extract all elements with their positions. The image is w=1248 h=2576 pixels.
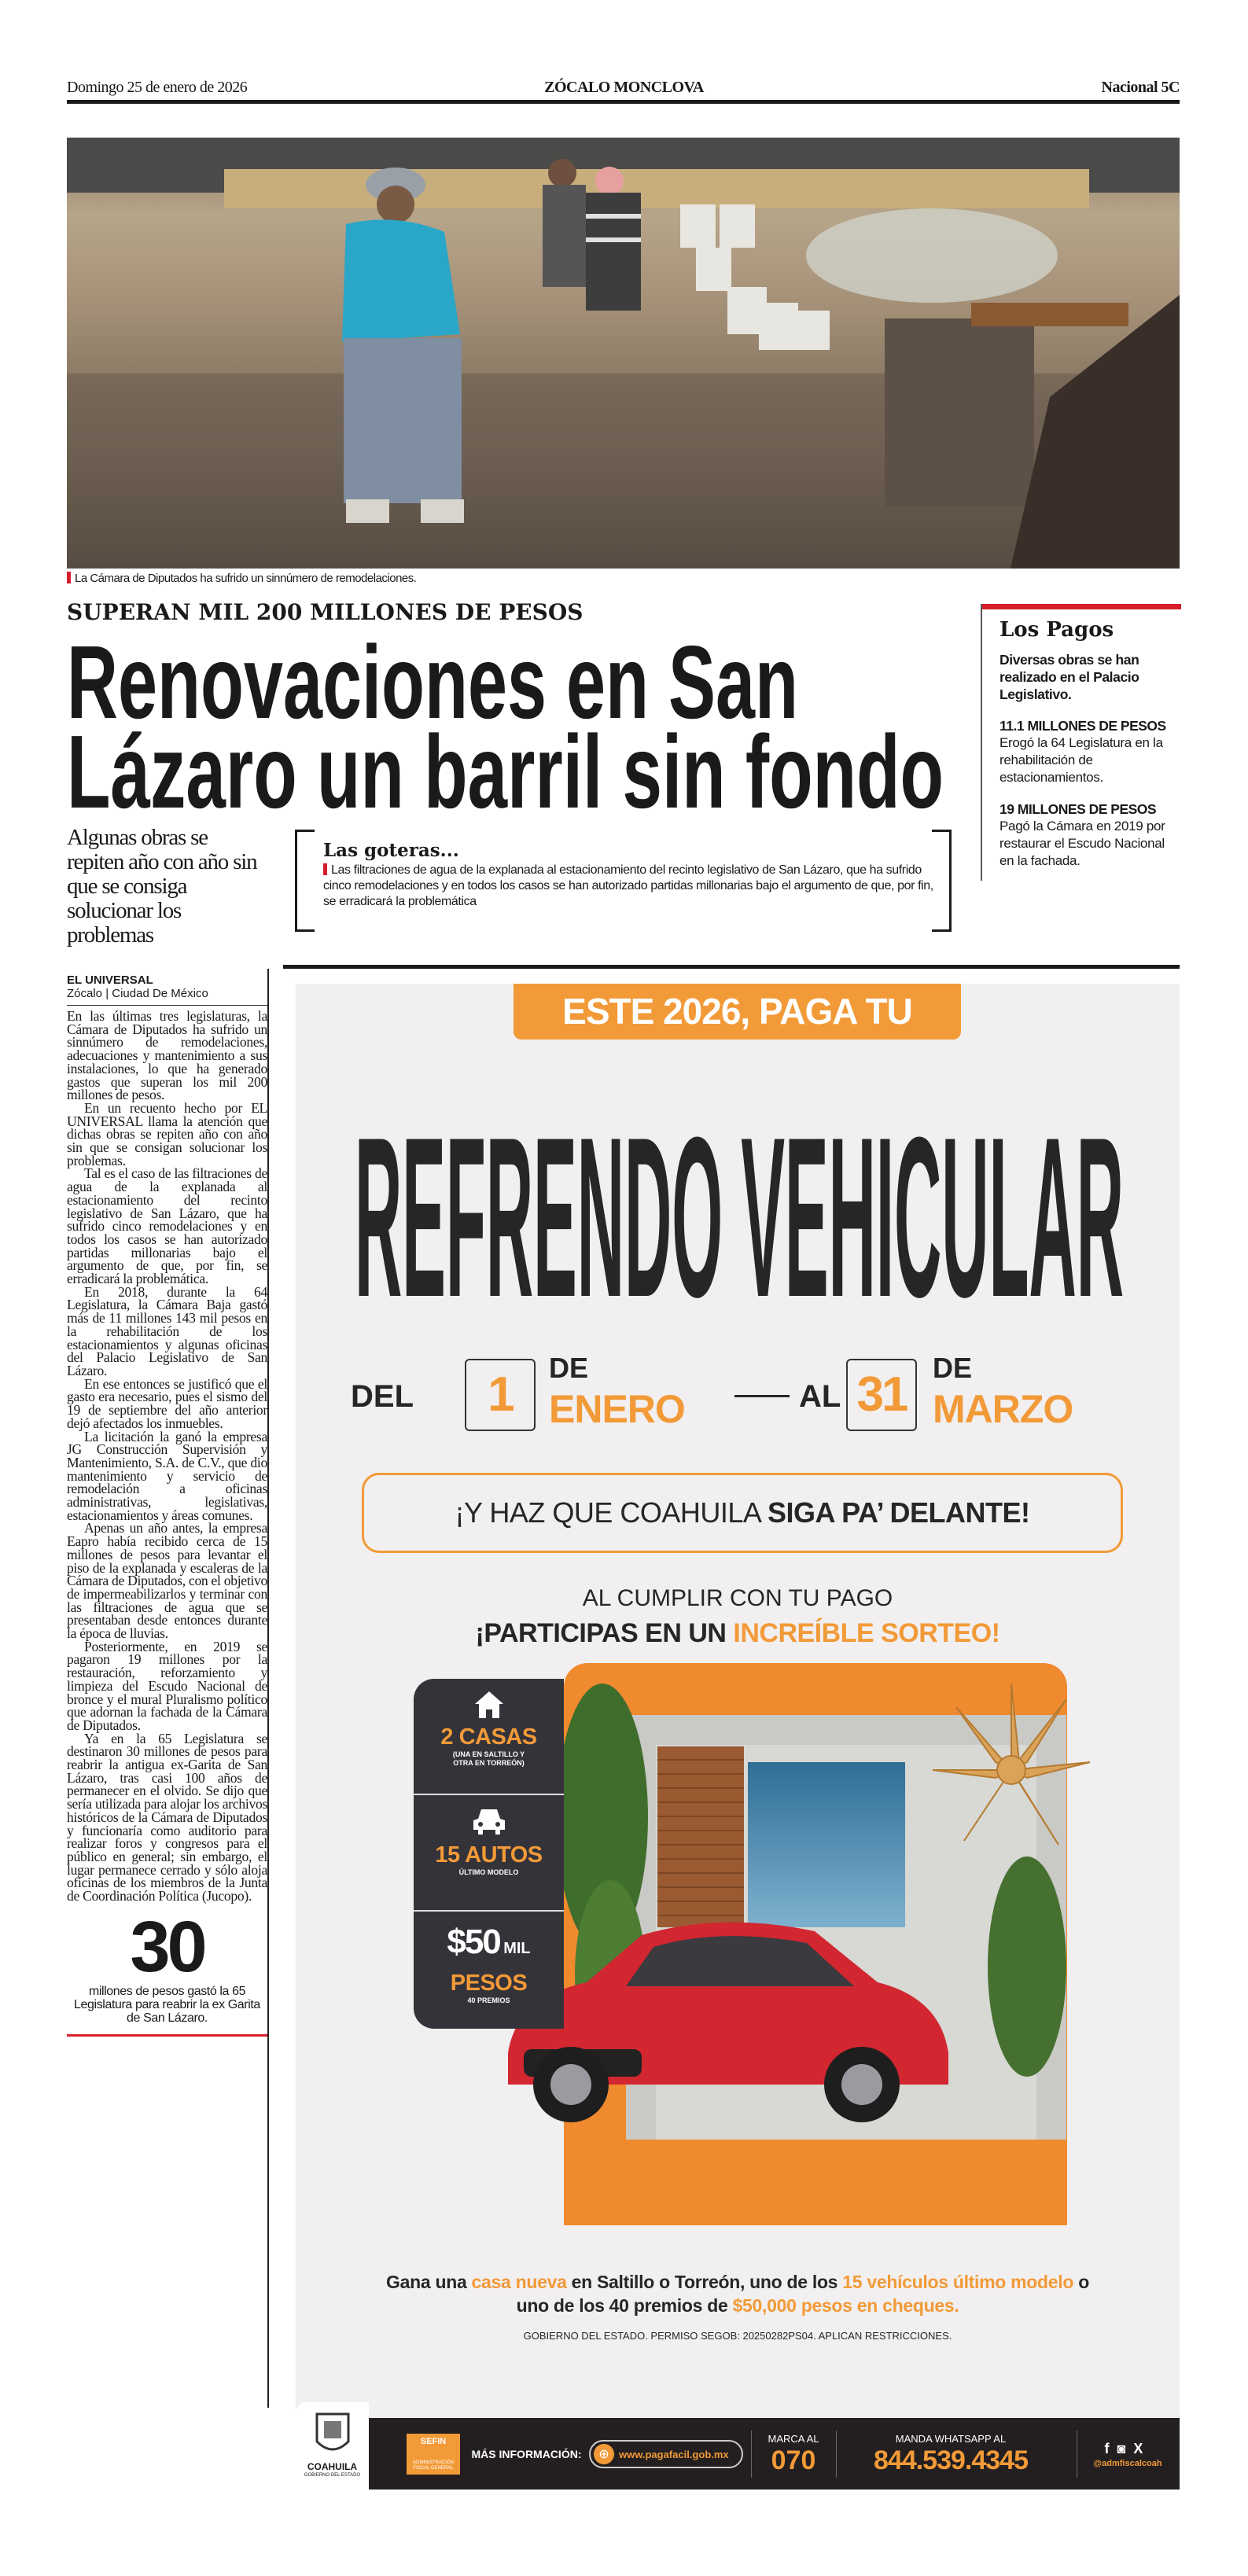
globe-icon: ⊕ [594, 2444, 614, 2464]
phone-070[interactable] [758, 2418, 829, 2490]
prize-subtitle: 40 PREMIOS [467, 1996, 510, 2004]
end-day: 31 [846, 1359, 917, 1431]
section-rule [283, 965, 1180, 969]
whatsapp-number: 844.539.4345 [874, 2445, 1028, 2475]
paragraph: Apenas un año antes, la empresa Eapro había recibido cerca de 15 millones de pesos para levantar el piso de la explanada y escaleras de la Cámara de Diputados, con el objetivo de impermeabilizarlos y terminar con las filtraciones de agua que se presentaban desde entonces durante la época de lluvias. [67, 1520, 267, 1642]
prize-subtitle: ÚLTIMO MODELO [458, 1868, 519, 1876]
goteras-title: Las goteras... [323, 840, 459, 861]
de-label: DE [549, 1352, 589, 1384]
photo-caption [67, 572, 416, 585]
caption-text: La Cámara de Diputados ha sufrido un sinnúmero de remodelaciones. [75, 572, 417, 585]
bracket-left [295, 830, 315, 932]
gana-highlight: $50,000 pesos en cheques. [732, 2295, 959, 2316]
coat-of-arms-icon [313, 2410, 352, 2457]
participas-text: ¡PARTICIPAS EN UN [475, 1618, 734, 1648]
deck: Algunas obras se repiten año con año sin que se consiga solucionar los problemas [67, 825, 257, 948]
slogan-bold: SIGA PA’ DELANTE! [767, 1496, 1030, 1529]
stat-caption: millones de pesos gastó la 65 Legislatura para reabrir la ex Garita de San Lázaro. [74, 1984, 260, 2025]
marca-label: MARCA AL [768, 2432, 819, 2445]
sidebar-item-text: Erogó la 64 Legislatura en la rehabilitación de estacionamientos. [1000, 735, 1163, 785]
red-bullet [67, 572, 71, 583]
section-page: Nacional 5C [1101, 79, 1180, 96]
paragraph: Ya en la 65 Legislatura se destinaron 30 millones de pesos para reabrir la antigua ex-Garita de San Lázaro, tras casi 100 años de permanecer en el olvido. Se dijo que sería utilizada para alojar los archivos históricos de la Cámara de Diputados y funcionaría como auditorio para realizar foros y congresos para el público en general; sin embargo, el lugar permanece cerrado y sólo aloja oficinas de los miembros de la Junta de Coordinación Política (Jucopo). [67, 1730, 267, 1904]
sefin-name: SEFIN [420, 2437, 447, 2446]
sorteo-highlight: INCREÍBLE SORTEO! [733, 1618, 1000, 1648]
sidebar-item-title: 11.1 MILLONES DE PESOS [1000, 718, 1166, 734]
headline-line: Renovaciones en San [67, 629, 798, 740]
ad-footer [369, 2418, 1180, 2490]
sidebar-item-title: 19 MILLONES DE PESOS [1000, 801, 1157, 817]
article-body [67, 1010, 267, 1903]
prize-title: 2 CASAS [440, 1724, 537, 1750]
state-sub: GOBIERNO DEL ESTADO [304, 2473, 361, 2478]
social-links [1080, 2418, 1175, 2490]
instagram-icon[interactable]: ◙ [1117, 2440, 1134, 2456]
gana-highlight: casa nueva [471, 2272, 567, 2292]
construction-photo [67, 138, 1180, 569]
sidebar-lead: Diversas obras se han realizado en el Palacio Legislativo. [1000, 652, 1139, 702]
coahuila-logo [296, 2402, 369, 2490]
gana-highlight: 15 vehículos último modelo [842, 2272, 1074, 2292]
gana-part: o uno de los 40 premios de [516, 2272, 1089, 2316]
whatsapp-label: MANDA WHATSAPP AL [895, 2432, 1007, 2445]
url-link[interactable] [589, 2440, 743, 2468]
divider [751, 2431, 752, 2478]
ad-sorteo [296, 1617, 1180, 1649]
social-handle: @admfiscalcoah [1093, 2458, 1162, 2468]
paragraph: En un recuento hecho por EL UNIVERSAL llama la atención que dichas obras se repiten año con año sin que se consigan solucionar los problemas. [67, 1099, 267, 1168]
goteras-text: Las filtraciones de agua de la explanada al estacionamiento del recinto legislativo de San Lázaro, que ha sufrido cinco remodelaciones y en todos los casos se han autorizado partidas millonarias bajo el argumento de que, por fin, se erradicará la problemática [323, 863, 933, 908]
paragraph: Tal es el caso de las filtraciones de agua de la explanada al estacionamiento del recinto legislativo de San Lázaro, que ha sufrido cinco remodelaciones y en todos los casos se han autorizado partidas millonarias bajo el argumento de que, por fin, se erradicará la problemática. [67, 1165, 267, 1287]
start-month: ENERO [549, 1387, 685, 1431]
facebook-icon[interactable]: f [1104, 2440, 1117, 2456]
prize-money-unit: MIL [503, 1940, 531, 1957]
paragraph: La licitación la ganó la empresa JG Construcción Supervisión y Mantenimiento, S.A. de C.V., que dio mantenimiento y servicio de remodelación a oficinas administrativas, legislativas, estacionamientos y áreas comunes. [67, 1428, 267, 1523]
prize-title: PESOS [450, 1971, 528, 1996]
mas-info-text: MÁS INFORMACIÓN: [471, 2447, 582, 2460]
url-text: www.pagafacil.gob.mx [619, 2448, 729, 2460]
gift-bow-icon [925, 1676, 1098, 1864]
byline-location: Zócalo | Ciudad De México [67, 987, 208, 1000]
red-bullet [323, 863, 327, 875]
del-label: DEL [351, 1379, 414, 1414]
prize-houses [414, 1679, 564, 1795]
bracket-right [932, 830, 952, 932]
de-label: DE [933, 1352, 973, 1384]
ad-pill: ESTE 2026, PAGA TU [514, 984, 961, 1040]
refrendo-ad[interactable] [296, 984, 1180, 2490]
car-icon [472, 1806, 506, 1838]
start-day: 1 [465, 1359, 536, 1431]
x-icon[interactable]: X [1133, 2440, 1151, 2456]
byline [67, 973, 267, 1006]
al-label: AL [799, 1379, 841, 1414]
column-divider [267, 969, 269, 2408]
prize-title: 15 AUTOS [435, 1842, 543, 1868]
sidebar-item-text: Pagó la Cámara en 2019 por restaurar el Escudo Nacional en la fachada. [1000, 819, 1165, 868]
divider [836, 2431, 837, 2478]
ad-dates [296, 1352, 1180, 1433]
dash [734, 1395, 790, 1397]
sidebar-title: Los Pagos [1000, 618, 1114, 642]
gana-part: Gana una [386, 2272, 472, 2292]
state-name: COAHUILA [307, 2461, 358, 2472]
headline-line: Lázaro un barril sin fondo [67, 714, 944, 818]
paragraph: En ese entonces se justificó que el gasto era necesario, pues el sismo del 19 de septiembre del año anterior dejó afectados los inmuebles. [67, 1375, 267, 1431]
whatsapp-contact[interactable] [841, 2418, 1061, 2490]
paragraph: En 2018, durante la 64 Legislatura, la Cámara Baja gastó más de 11 millones 143 mil pesos en la rehabilitación de los estacionamientos y algunas oficinas del Palacio Legislativo de San Lázaro. [67, 1283, 267, 1378]
house-icon [473, 1690, 505, 1720]
sefin-sub: ADMINISTRACIÓN FISCAL GENERAL [412, 2460, 454, 2471]
los-pagos-sidebar [981, 604, 1180, 881]
prize-cars [414, 1795, 564, 1912]
left-column [67, 1010, 267, 2037]
ad-slogan [362, 1473, 1123, 1553]
prize-money-amount: $50 [447, 1923, 500, 1961]
header-rule [67, 100, 1180, 104]
prizes-panel [414, 1679, 564, 2029]
byline-source: EL UNIVERSAL [67, 973, 153, 987]
prize-subtitle: (UNA EN SALTILLO Y OTRA EN TORREÓN) [452, 1750, 525, 1767]
kicker: SUPERAN MIL 200 MILLONES DE PESOS [67, 599, 584, 625]
phone-short: 070 [771, 2445, 816, 2475]
headline [67, 629, 955, 818]
prize-money [414, 1912, 564, 2028]
stat-red-rule [67, 2034, 267, 2037]
newspaper-name: ZÓCALO MONCLOVA [544, 79, 704, 96]
ad-title: REFRENDO VEHICULAR [355, 1125, 1124, 1314]
paragraph: Posteriormente, en 2019 se pagaron 19 millones por la restauración, reforzamiento y limpieza del Escudo Nacional de bronce y el mural Pluralismo político que adornan la fachada de la Cámara de Diputados. [67, 1638, 267, 1733]
goteras-box [295, 830, 952, 932]
paragraph: En las últimas tres legislaturas, la Cámara de Diputados ha sufrido un sinnúmero de remodelaciones, adecuaciones y mantenimiento a sus instalaciones, lo que ha generado gastos que superan los mil 200 millones de pesos. [67, 1008, 267, 1103]
ad-cumplir: AL CUMPLIR CON TU PAGO [582, 1585, 893, 1611]
ad-title-wrap [296, 1125, 1180, 1314]
sidebar-red-bar [982, 604, 1181, 609]
gana-part: en Saltillo o Torreón, uno de los [566, 2272, 843, 2292]
tree-right-image [972, 1849, 1066, 2085]
edition-date: Domingo 25 de enero de 2026 [67, 79, 248, 96]
end-month: MARZO [933, 1387, 1073, 1431]
ad-gana-text [296, 2270, 1180, 2317]
mas-info-label [469, 2418, 584, 2490]
slogan-light: ¡Y HAZ QUE COAHUILA [455, 1496, 768, 1529]
stat-number: 30 [130, 1906, 204, 1987]
sefin-logo [407, 2434, 460, 2475]
ad-legal: GOBIERNO DEL ESTADO. PERMISO SEGOB: 20250282PS04. APLICAN RESTRICCIONES. [523, 2330, 952, 2342]
